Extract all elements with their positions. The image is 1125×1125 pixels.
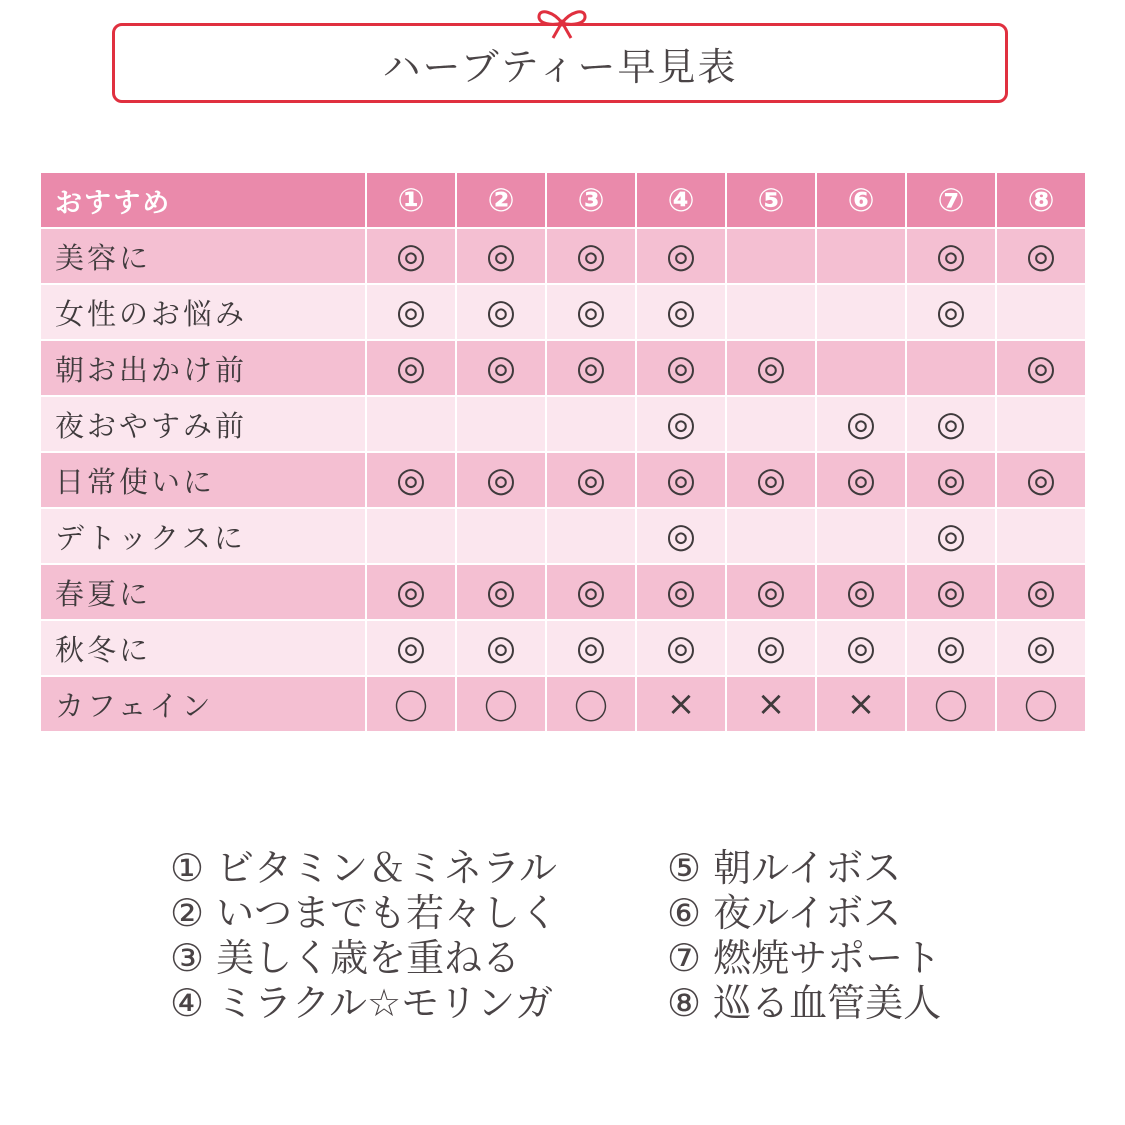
rating-cell: ◎ (456, 228, 546, 284)
rating-cell: ◎ (726, 620, 816, 676)
rating-cell: ◎ (816, 564, 906, 620)
rating-cell (996, 284, 1086, 340)
rating-cell (546, 396, 636, 452)
rating-cell: ◎ (636, 228, 726, 284)
rating-cell (456, 508, 546, 564)
rating-cell: ◎ (366, 620, 456, 676)
rating-cell: ◎ (456, 340, 546, 396)
rating-cell: ◎ (906, 620, 996, 676)
rating-cell: ◎ (636, 284, 726, 340)
rating-cell: 〇 (546, 676, 636, 732)
rating-cell (366, 508, 456, 564)
page-title: ハーブティー早見表 (382, 44, 738, 89)
rating-cell: ◎ (996, 564, 1086, 620)
header-cell-8: ⑧ (996, 172, 1086, 228)
header-cell-1: ① (366, 172, 456, 228)
rating-cell (816, 228, 906, 284)
rating-cell: ◎ (906, 396, 996, 452)
rating-cell (456, 396, 546, 452)
legend-item: ⑦ 燃焼サポート (667, 936, 942, 980)
rating-cell: ◎ (546, 452, 636, 508)
rating-cell: ◎ (996, 620, 1086, 676)
table-row (40, 508, 1086, 564)
rating-cell (906, 340, 996, 396)
table-row (40, 340, 1086, 396)
legend-item: ④ ミラクル☆モリンガ (170, 981, 554, 1025)
header-cell-label: おすすめ (40, 172, 366, 228)
rating-cell: ◎ (726, 452, 816, 508)
header-cell-7: ⑦ (906, 172, 996, 228)
rating-cell: ◎ (366, 228, 456, 284)
rating-cell: ◎ (546, 284, 636, 340)
table-row (40, 396, 1086, 452)
legend-item: ⑤ 朝ルイボス (667, 846, 902, 890)
rating-cell: ◎ (906, 228, 996, 284)
legend-left (170, 846, 558, 1026)
table-header-row (40, 172, 1086, 228)
table-row (40, 676, 1086, 732)
header-cell-5: ⑤ (726, 172, 816, 228)
rating-cell: ◎ (906, 508, 996, 564)
row-label: デトックスに (40, 508, 366, 564)
header-cell-2: ② (456, 172, 546, 228)
legend-item: ⑧ 巡る血管美人 (667, 981, 942, 1025)
header-cell-3: ③ (546, 172, 636, 228)
herb-tea-table (39, 171, 1087, 733)
rating-cell: ◎ (636, 508, 726, 564)
rating-cell: ◎ (726, 564, 816, 620)
rating-cell: × (636, 676, 726, 732)
rating-cell: × (726, 676, 816, 732)
rating-cell: ◎ (996, 340, 1086, 396)
table-row (40, 228, 1086, 284)
rating-cell (366, 396, 456, 452)
rating-cell: ◎ (546, 620, 636, 676)
legend-item: ③ 美しく歳を重ねる (170, 936, 521, 980)
rating-cell (726, 508, 816, 564)
rating-cell (816, 340, 906, 396)
rating-cell: ◎ (906, 452, 996, 508)
table-row (40, 284, 1086, 340)
legend-item: ⑥ 夜ルイボス (667, 891, 902, 935)
rating-cell (546, 508, 636, 564)
row-label: 春夏に (40, 564, 366, 620)
rating-cell (726, 396, 816, 452)
rating-cell: ◎ (366, 564, 456, 620)
legend-item: ② いつまでも若々しく (170, 891, 559, 935)
rating-cell: ◎ (816, 620, 906, 676)
rating-cell: ◎ (366, 340, 456, 396)
row-label: 美容に (40, 228, 366, 284)
rating-cell: ◎ (996, 452, 1086, 508)
rating-cell: ◎ (816, 452, 906, 508)
rating-cell: ◎ (546, 564, 636, 620)
rating-cell (726, 284, 816, 340)
rating-cell: ◎ (636, 452, 726, 508)
rating-cell: 〇 (906, 676, 996, 732)
row-label: 女性のお悩み (40, 284, 366, 340)
table-row (40, 620, 1086, 676)
rating-cell: ◎ (636, 620, 726, 676)
rating-cell: ◎ (456, 452, 546, 508)
rating-cell: ◎ (636, 564, 726, 620)
rating-cell: ◎ (546, 228, 636, 284)
rating-cell (996, 508, 1086, 564)
table-row (40, 452, 1086, 508)
rating-cell: 〇 (366, 676, 456, 732)
rating-cell: ◎ (906, 284, 996, 340)
header-cell-4: ④ (636, 172, 726, 228)
row-label: カフェイン (40, 676, 366, 732)
rating-cell: × (816, 676, 906, 732)
legend-right (667, 846, 941, 1026)
rating-cell: ◎ (816, 396, 906, 452)
rating-cell (996, 396, 1086, 452)
row-label: 夜おやすみ前 (40, 396, 366, 452)
rating-cell: ◎ (636, 340, 726, 396)
ribbon-icon (534, 6, 590, 40)
rating-cell: ◎ (366, 284, 456, 340)
rating-cell: 〇 (456, 676, 546, 732)
rating-cell (816, 508, 906, 564)
rating-cell: ◎ (456, 284, 546, 340)
legend-item: ① ビタミン＆ミネラル (170, 846, 558, 890)
table-row (40, 564, 1086, 620)
rating-cell (726, 228, 816, 284)
rating-cell: ◎ (456, 564, 546, 620)
header-cell-6: ⑥ (816, 172, 906, 228)
rating-cell: 〇 (996, 676, 1086, 732)
row-label: 日常使いに (40, 452, 366, 508)
rating-cell: ◎ (456, 620, 546, 676)
row-label: 朝お出かけ前 (40, 340, 366, 396)
rating-cell: ◎ (546, 340, 636, 396)
rating-cell (816, 284, 906, 340)
rating-cell: ◎ (636, 396, 726, 452)
row-label: 秋冬に (40, 620, 366, 676)
rating-cell: ◎ (366, 452, 456, 508)
rating-cell: ◎ (996, 228, 1086, 284)
rating-cell: ◎ (906, 564, 996, 620)
rating-cell: ◎ (726, 340, 816, 396)
